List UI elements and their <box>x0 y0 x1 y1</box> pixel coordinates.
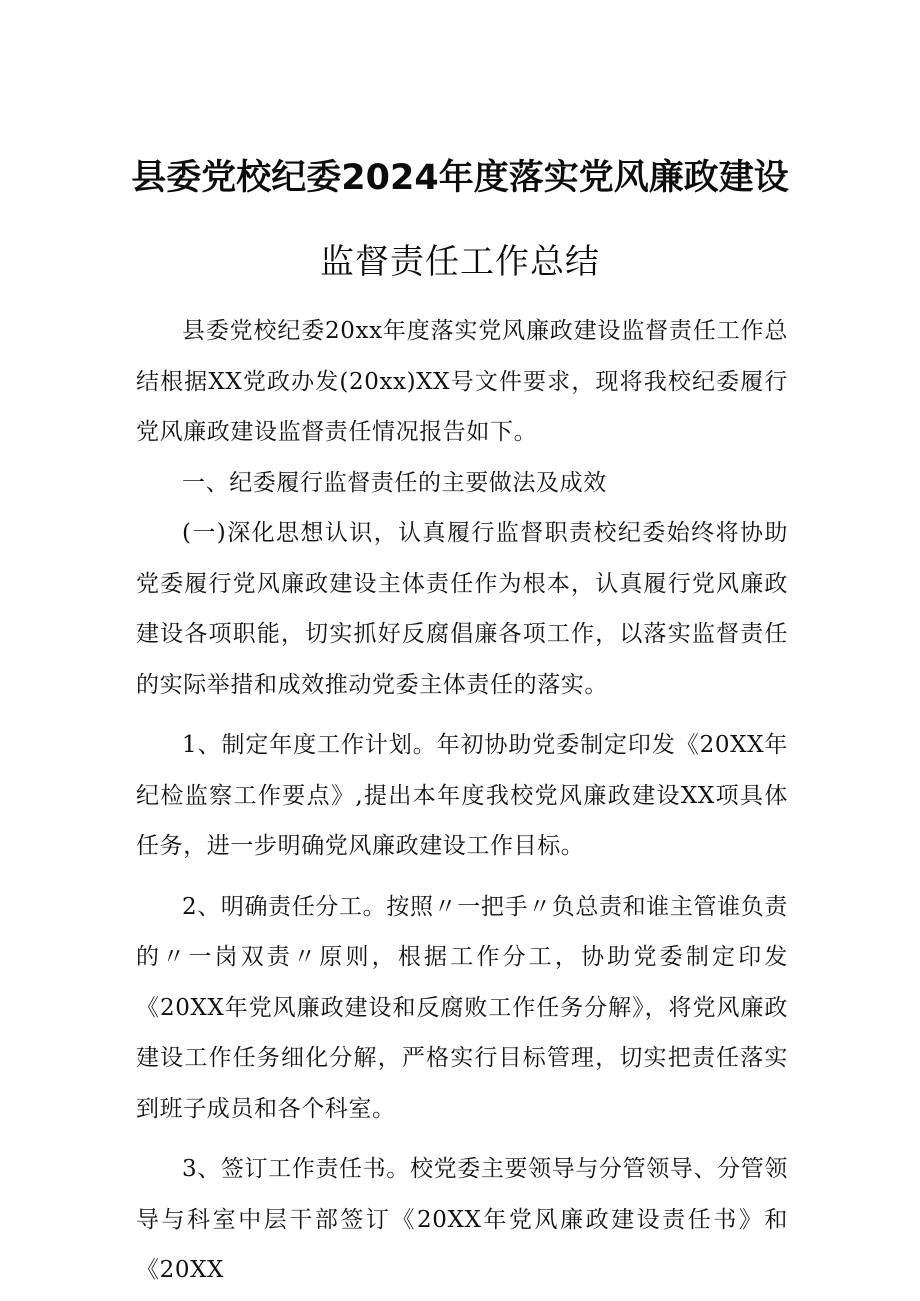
intro-paragraph: 县委党校纪委20xx年度落实党风廉政建设监督责任工作总结根据XX党政办发(20xx)XX号文件要求，现将我校纪委履行党风廉政建设监督责任情况报告如下。 <box>136 318 788 445</box>
document-title-line-1: 县委党校纪委2024年度落实党风廉政建设 <box>131 158 789 198</box>
item-paragraph-1: 1、制定年度工作计划。年初协助党委制定印发《20XX年纪检监察工作要点》,提出本年度我校党风廉政建设XX项具体任务，进一步明确党风廉政建设工作目标。 <box>136 732 788 859</box>
subsection-paragraph: (一)深化思想认识，认真履行监督职责校纪委始终将协助党委履行党风廉政建设主体责任作为根本，认真履行党风廉政建设各项职能，切实抓好反腐倡廉各项工作，以落实监督责任的实际举措和成效推动党委主体责任的落实。 <box>136 520 788 698</box>
item-paragraph-2: 2、明确责任分工。按照〃一把手〃负总责和谁主管谁负责的〃一岗双责〃原则，根据工作分工，协助党委制定印发《20XX年党风廉政建设和反腐败工作任务分解》，将党风廉政建设工作任务细化分解，严格实行目标管理，切实把责任落实到班子成员和各个科室。 <box>136 893 788 1122</box>
document-title-line-2: 监督责任工作总结 <box>320 242 600 282</box>
document-body <box>136 306 788 1296</box>
item-paragraph-3: 3、签订工作责任书。校党委主要领导与分管领导、分管领导与科室中层干部签订《20XX年党风廉政建设责任书》和《20XX <box>136 1156 788 1283</box>
section-heading: 一、纪委履行监督责任的主要做法及成效 <box>182 469 607 496</box>
